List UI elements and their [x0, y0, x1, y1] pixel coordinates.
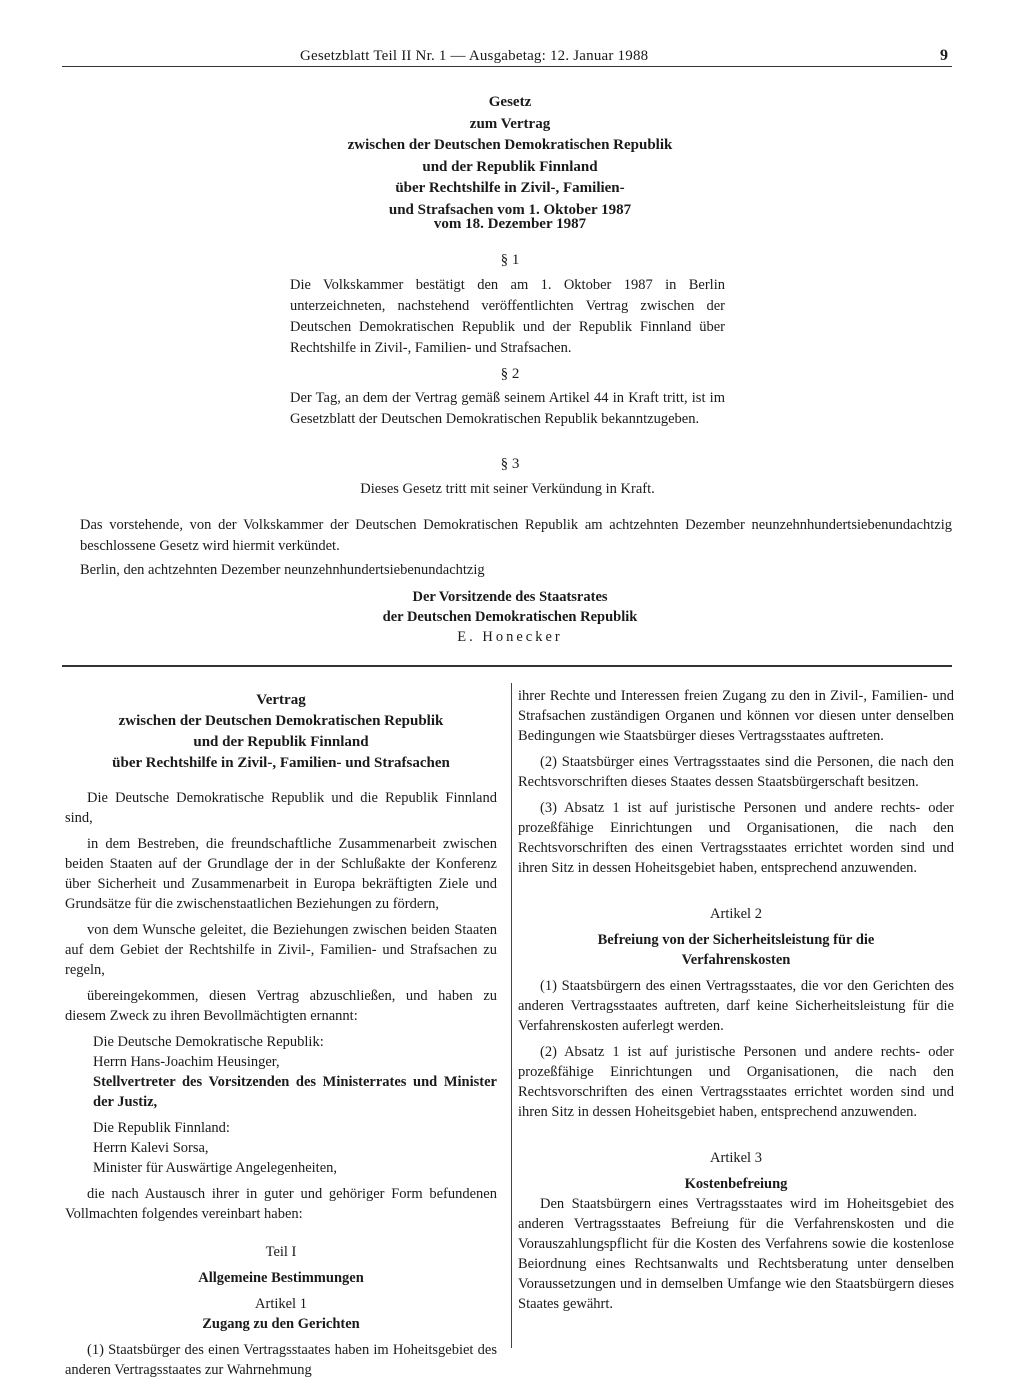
article-2-title: Befreiung von der Sicherheitsleistung für die Verfahrenskosten	[597, 932, 875, 968]
page-number: 9	[940, 47, 948, 64]
section-text-1: Die Volkskammer bestätigt den am 1. Oktober 1987 in Berlin unterzeichneten, nachstehend veröffentlichten Vertrag zwischen der Deutschen Demokratischen Republik und der Republik Finnland über Rechtshilfe in Zivil-, Familien- und Strafsachen.	[290, 277, 725, 356]
part-label: Teil I	[265, 1244, 297, 1260]
law-title-line: über Rechtshilfe in Zivil-, Familien-	[395, 180, 625, 196]
law-title-line: und Strafsachen vom 1. Oktober 1987	[388, 201, 632, 218]
article-2-paragraph-2: (2) Absatz 1 ist auf juristische Personen und andere rechts- oder prozeßfähige Einrichtungen und Organisationen, die nach den Rechtsvorschriften des einen Vertragsstaates errichtet worden sind und ihren Sitz in dessen Hoheitsgebiet haben, entsprechend anzuwenden.	[518, 1044, 954, 1120]
fin-name: Herrn Kalevi Sorsa,	[93, 1140, 209, 1156]
section-mark-2: § 2	[500, 366, 520, 382]
section-mark-3: § 3	[500, 456, 520, 472]
running-header: Gesetzblatt Teil II Nr. 1 — Ausgabetag: 12. Januar 1988	[300, 48, 649, 64]
column-separator	[511, 683, 512, 1348]
section-text-3: Dieses Gesetz tritt mit seiner Verkündung in Kraft.	[360, 481, 655, 497]
ddr-name: Herrn Hans-Joachim Heusinger,	[93, 1054, 280, 1070]
preamble-paragraph: Die Deutsche Demokratische Republik und die Republik Finnland sind,	[65, 790, 497, 826]
signatory-line: Der Vorsitzende des Staatsrates	[412, 589, 608, 605]
fin-label: Die Republik Finnland:	[93, 1120, 230, 1136]
preamble-paragraph: von dem Wunsche geleitet, die Beziehungen zwischen beiden Staaten auf dem Gebiet der Rechtshilfe in Zivil-, Familien- und Strafsachen zu regeln,	[65, 922, 497, 978]
treaty-title-line: Vertrag	[256, 692, 306, 708]
section-mark-1: § 1	[500, 252, 520, 268]
article-2-label: Artikel 2	[710, 906, 762, 922]
preamble-paragraph: übereingekommen, diesen Vertrag abzuschließen, und haben zu diesem Zweck zu ihren Bevollmächtigten ernannt:	[65, 988, 497, 1024]
preamble-paragraph: in dem Bestreben, die freundschaftliche Zusammenarbeit zwischen beiden Staaten auf der Grundlage der in der Schlußakte der Konferenz über Sicherheit und Zusammenarbeit in Europa bekräftigten Ziele und Grundsätze für die zwischenstaatlichen Beziehungen zu fördern,	[65, 836, 497, 912]
treaty-title-line: und der Republik Finnland	[193, 734, 369, 750]
fin-role: Minister für Auswärtige Angelegenheiten,	[93, 1160, 338, 1176]
article-3-paragraph-1: Den Staatsbürgern eines Vertragsstaates wird im Hoheitsgebiet des anderen Vertragsstaates Befreiung für die Verfahrenskosten und die Vorauszahlungspflicht für die Kosten des Verfahrens sowie die kostenlose Beiordnung eines Rechtsanwalts und Rechtsberatung unter denselben Voraussetzungen und in demselben Umfange wie den Staatsbürgern dieses Staates gewährt.	[518, 1196, 954, 1312]
ddr-role: Stellvertreter des Vorsitzenden des Ministerrates und Minister der Justiz,	[93, 1074, 497, 1110]
section-rule	[62, 665, 952, 667]
treaty-right-column	[518, 686, 954, 1314]
article-1-paragraph-2: (2) Staatsbürger eines Vertragsstaates sind die Personen, die nach den Rechtsvorschriften dieses Staates dessen Staatsbürgerschaft besitzen.	[518, 754, 954, 790]
article-1-title: Zugang zu den Gerichten	[202, 1316, 360, 1332]
law-title-line: zwischen der Deutschen Demokratischen Republik	[347, 137, 673, 153]
signatory-line: der Deutschen Demokratischen Republik	[382, 609, 638, 625]
article-2-paragraph-1: (1) Staatsbürgern des einen Vertragsstaates, die vor den Gerichten des anderen Vertragsstaates auftreten, darf keine Sicherheitsleistung für die Verfahrenskosten auferlegt werden.	[518, 978, 954, 1034]
article-3-label: Artikel 3	[710, 1150, 762, 1166]
law-date: vom 18. Dezember 1987	[433, 216, 587, 232]
article-1-paragraph-3: (3) Absatz 1 ist auf juristische Personen und andere rechts- oder prozeßfähige Einrichtungen und Organisationen, die nach den Rechtsvorschriften des einen Vertragsstaates errichtet worden sind und ihren Sitz in dessen Hoheitsgebiet haben, entsprechend anzuwenden.	[518, 800, 954, 876]
proclamation: Das vorstehende, von der Volkskammer der Deutschen Demokratischen Republik am achtzehnten Dezember neunzehnhundertsiebenundachtzig beschlossene Gesetz wird hiermit verkündet.	[80, 517, 952, 554]
law-title	[300, 92, 720, 221]
article-3-title: Kostenbefreiung	[684, 1176, 788, 1192]
section-text-2: Der Tag, an dem der Vertrag gemäß seinem Artikel 44 in Kraft tritt, ist im Gesetzblatt der Deutschen Demokratischen Republik bekanntzugeben.	[290, 390, 725, 427]
article-1-paragraph-1-continued: ihrer Rechte und Interessen freien Zugang zu den in Zivil-, Familien- und Strafsachen zuständigen Organen und können vor diesen unter denselben Bedingungen wie Staatsbürger dieses Vertragsstaates auftreten.	[518, 688, 954, 744]
signatory-block	[300, 587, 720, 647]
header-rule	[62, 66, 952, 67]
signatory-name: E. Honecker	[457, 629, 563, 645]
law-title-line: zum Vertrag	[469, 115, 551, 132]
article-1-label: Artikel 1	[255, 1296, 307, 1312]
article-1-paragraph-1: (1) Staatsbürger des einen Vertragsstaates haben im Hoheitsgebiet des anderen Vertragsstaates zur Wahrnehmung	[65, 1342, 497, 1378]
preamble-closing: die nach Austausch ihrer in guter und gehöriger Form befundenen Vollmachten folgendes vereinbart haben:	[65, 1186, 497, 1222]
part-title: Allgemeine Bestimmungen	[198, 1270, 364, 1286]
ddr-label: Die Deutsche Demokratische Republik:	[93, 1034, 324, 1050]
treaty-title-line: zwischen der Deutschen Demokratischen Republik	[118, 713, 444, 729]
law-title-line: Gesetz	[488, 94, 532, 110]
treaty-title-line: über Rechtshilfe in Zivil-, Familien- und Strafsachen	[112, 755, 450, 771]
treaty-left-column	[65, 690, 497, 1380]
place-date: Berlin, den achtzehnten Dezember neunzehnhundertsiebenundachtzig	[80, 562, 485, 578]
law-title-line: und der Republik Finnland	[422, 158, 598, 175]
